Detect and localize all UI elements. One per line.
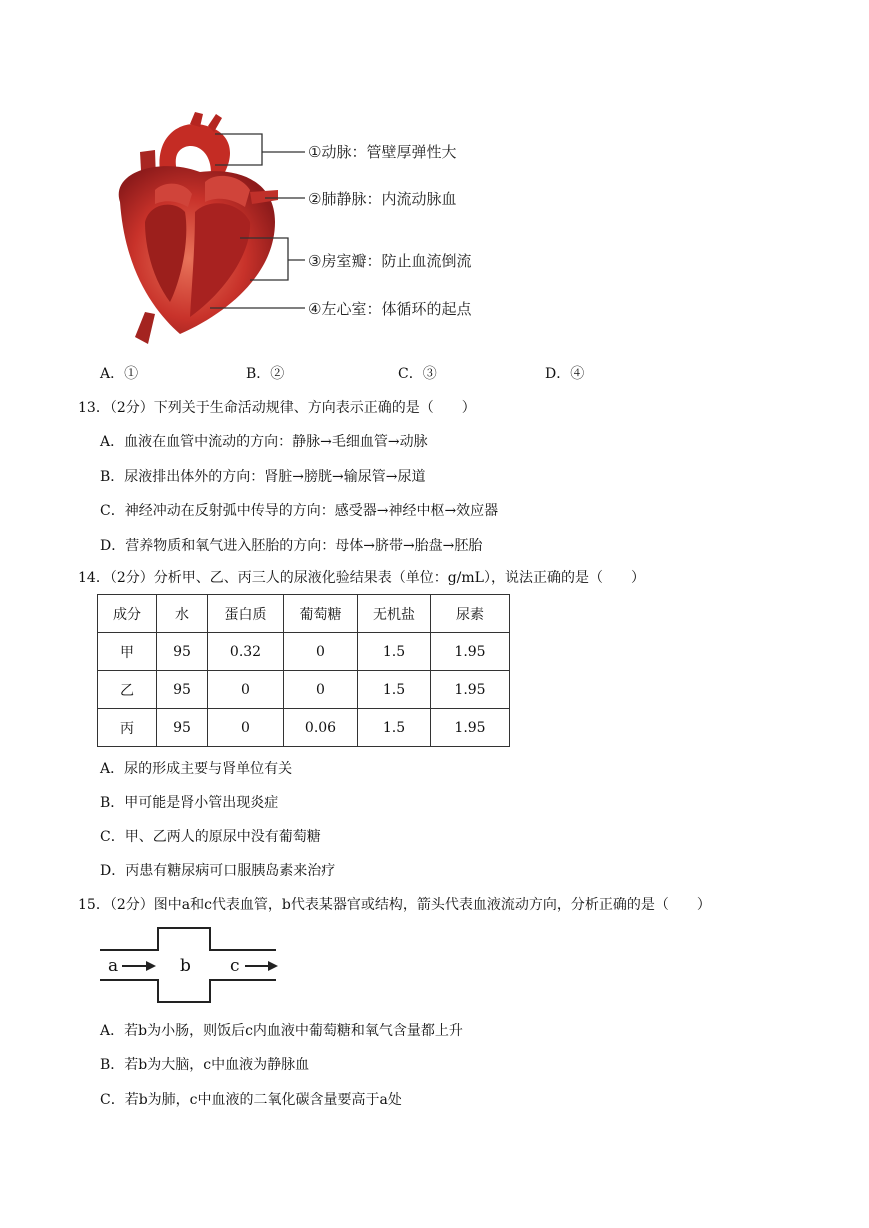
table-header-cell: 蛋白质 — [208, 595, 284, 633]
table-header-cell: 尿素 — [431, 595, 510, 633]
table-cell: 95 — [157, 671, 208, 709]
table-header-row — [98, 595, 510, 633]
q14-stem: 14．（2分）分析甲、乙、丙三人的尿液化验结果表（单位：g/mL），说法正确的是（ ） — [78, 570, 645, 586]
q14-option-a[interactable]: A．尿的形成主要与肾单位有关 — [100, 761, 293, 777]
q14-option-b[interactable]: B．甲可能是肾小管出现炎症 — [100, 795, 279, 811]
urine-results-table — [97, 594, 510, 747]
q13-option-a[interactable]: A．血液在血管中流动的方向：静脉→毛细血管→动脉 — [100, 434, 428, 450]
q13-stem: 13．（2分）下列关于生命活动规律、方向表示正确的是（ ） — [78, 400, 476, 416]
q15-option-b[interactable]: B．若b为大脑，c中血液为静脉血 — [100, 1057, 310, 1073]
q13-option-b[interactable]: B．尿液排出体外的方向：肾脏→膀胱→输尿管→尿道 — [100, 469, 426, 485]
table-header-cell: 无机盐 — [358, 595, 431, 633]
heart-label-pulmonary-vein: ②肺静脉：内流动脉血 — [308, 190, 457, 208]
table-cell: 0.06 — [284, 709, 358, 747]
table-cell: 0 — [208, 709, 284, 747]
table-row — [98, 633, 510, 671]
table-cell: 95 — [157, 633, 208, 671]
q13-option-c[interactable]: C．神经冲动在反射弧中传导的方向：感受器→神经中枢→效应器 — [100, 503, 499, 519]
vessel-a-label: a — [108, 956, 119, 976]
vessel-c-label: c — [230, 956, 240, 976]
q12-option-c[interactable]: C．③ — [398, 366, 437, 382]
q12-option-d[interactable]: D．④ — [545, 366, 585, 382]
blood-flow-diagram — [100, 926, 280, 1006]
heart-label-left-ventricle: ④左心室：体循环的起点 — [308, 300, 472, 318]
table-cell: 0 — [284, 633, 358, 671]
q14-option-d[interactable]: D．丙患有糖尿病可口服胰岛素来治疗 — [100, 863, 336, 879]
table-cell: 甲 — [98, 633, 157, 671]
table-cell: 乙 — [98, 671, 157, 709]
table-cell: 1.95 — [431, 633, 510, 671]
heart-label-artery: ①动脉：管壁厚弹性大 — [308, 143, 457, 161]
table-cell: 1.95 — [431, 709, 510, 747]
table-cell: 0 — [208, 671, 284, 709]
table-cell: 1.5 — [358, 709, 431, 747]
table-header-cell: 水 — [157, 595, 208, 633]
q14-option-c[interactable]: C．甲、乙两人的原尿中没有葡萄糖 — [100, 829, 321, 845]
heart-diagram — [100, 112, 500, 347]
organ-b-label: b — [180, 956, 191, 976]
table-header-cell: 成分 — [98, 595, 157, 633]
q13-option-d[interactable]: D．营养物质和氧气进入胚胎的方向：母体→脐带→胎盘→胚胎 — [100, 538, 483, 554]
q12-option-a[interactable]: A．① — [100, 366, 139, 382]
table-cell: 1.95 — [431, 671, 510, 709]
table-cell: 1.5 — [358, 671, 431, 709]
heart-label-valve: ③房室瓣：防止血流倒流 — [308, 252, 472, 270]
q15-option-a[interactable]: A．若b为小肠，则饭后c内血液中葡萄糖和氧气含量都上升 — [100, 1023, 463, 1039]
table-header-cell: 葡萄糖 — [284, 595, 358, 633]
q15-stem: 15．（2分）图中a和c代表血管，b代表某器官或结构，箭头代表血液流动方向，分析正确的是（ ） — [78, 897, 711, 913]
table-row — [98, 671, 510, 709]
table-cell: 0 — [284, 671, 358, 709]
arrow-c-head-icon — [268, 961, 278, 971]
q15-option-c[interactable]: C．若b为肺，c中血液的二氧化碳含量要高于a处 — [100, 1092, 402, 1108]
table-cell: 0.32 — [208, 633, 284, 671]
table-row — [98, 709, 510, 747]
q12-option-b[interactable]: B．② — [246, 366, 285, 382]
table-cell: 丙 — [98, 709, 157, 747]
table-cell: 1.5 — [358, 633, 431, 671]
arrow-a-head-icon — [146, 961, 156, 971]
table-cell: 95 — [157, 709, 208, 747]
